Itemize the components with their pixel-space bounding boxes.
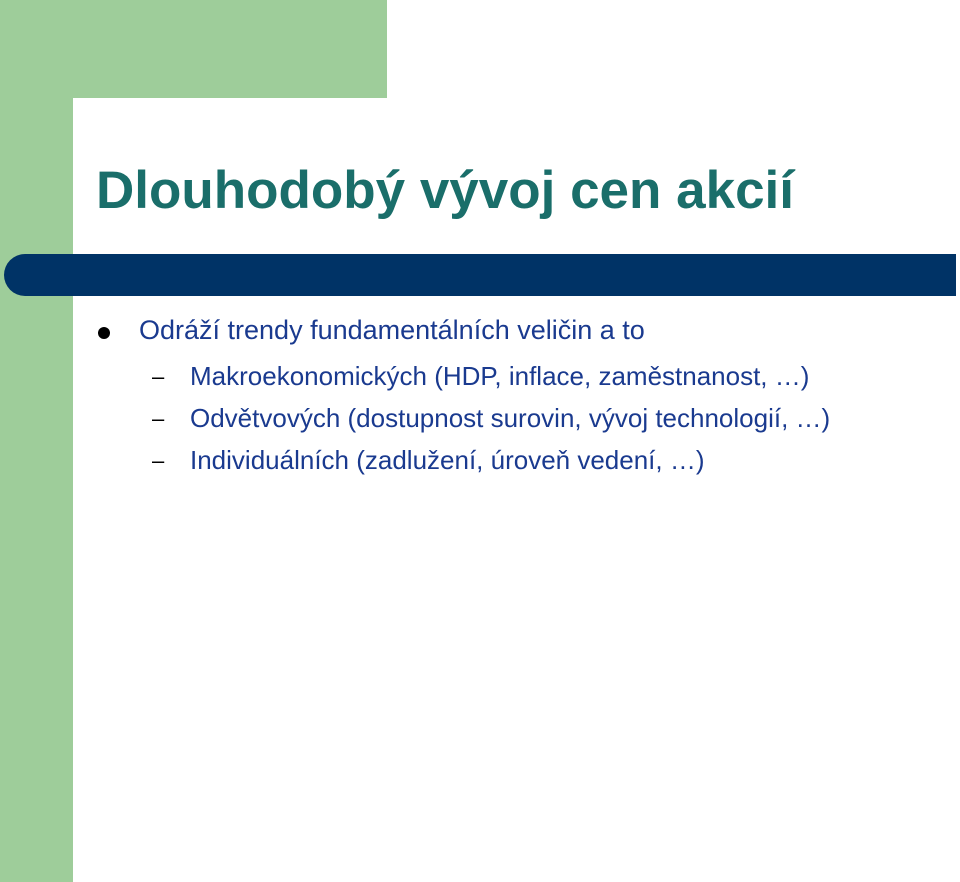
sub-item-text: Makroekonomických (HDP, inflace, zaměstnanost, …) (190, 361, 810, 391)
bullet-dot-icon (98, 327, 110, 339)
green-top-band (0, 0, 387, 98)
slide-title: Dlouhodobý vývoj cen akcií (96, 161, 795, 220)
sub-item-text: Odvětvových (dostupnost surovin, vývoj technologií, …) (190, 403, 831, 433)
sub-item-dash: – (152, 448, 165, 473)
sub-item-dash: – (152, 364, 165, 389)
green-left-band (0, 0, 73, 882)
bullet-text: Odráží trendy fundamentálních veličin a to (139, 315, 645, 345)
title-underline-bar (4, 254, 956, 296)
sub-item-text: Individuálních (zadlužení, úroveň vedení, …) (190, 445, 705, 475)
sub-item-dash: – (152, 406, 165, 431)
